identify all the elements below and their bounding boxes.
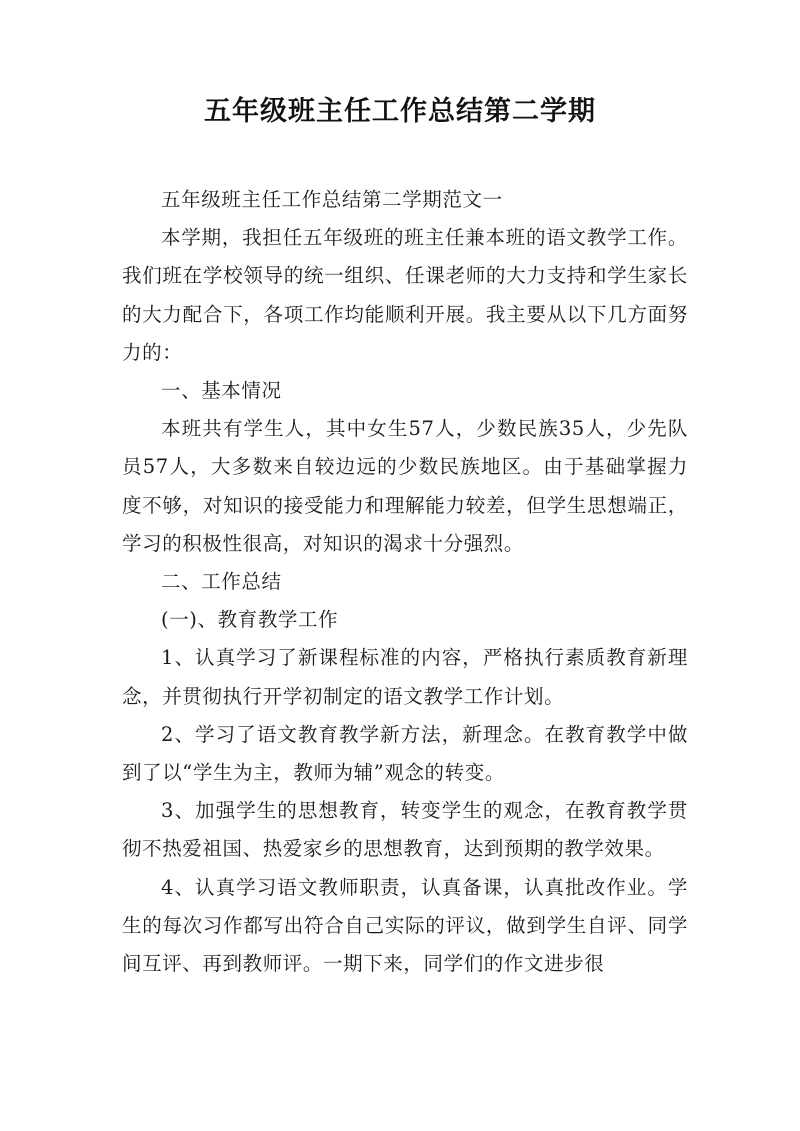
document-title: 五年级班主任工作总结第二学期 [204, 96, 596, 127]
section-heading-basic-situation: 一、基本情况 [161, 379, 282, 403]
paragraph-subtitle: 五年级班主任工作总结第二学期范文一 [161, 188, 503, 211]
list-item-1: 1、认真学习了新课程标准的内容，严格执行素质教育新理念，并贯彻执行开学初制定的语文教学工作计划。 [122, 646, 688, 708]
section-heading-work-summary: 二、工作总结 [161, 570, 282, 594]
subsection-heading-teaching: (一)、教育教学工作 [161, 608, 339, 632]
paragraph-basic-situation: 本班共有学生人，其中女生57人，少数民族35人，少先队员57人，大多数来自较边远的少数民族地区。由于基础掌握力度不够，对知识的接受能力和理解能力较差，但学生思想端正，学习的积极性很高，对知识的渴求十分强烈。 [122, 417, 688, 555]
list-item-4: 4、认真学习语文教师职责，认真备课，认真批改作业。学生的每次习作都写出符合自己实际的评议，做到学生自评、同学间互评、再到教师评。一期下来，同学们的作文进步很 [122, 875, 688, 976]
document-body [122, 181, 688, 983]
paragraph-intro: 本学期，我担任五年级班的班主任兼本班的语文教学工作。我们班在学校领导的统一组织、任课老师的大力支持和学生家长的大力配合下，各项工作均能顺利开展。我主要从以下几方面努力的： [122, 226, 688, 364]
list-item-2: 2、学习了语文教育教学新方法，新理念。在教育教学中做到了以“学生为主，教师为辅”观念的转变。 [122, 722, 688, 785]
list-item-3: 3、加强学生的思想教育，转变学生的观念，在教育教学贯彻不热爱祖国、热爱家乡的思想教育，达到预期的教学效果。 [122, 799, 688, 861]
